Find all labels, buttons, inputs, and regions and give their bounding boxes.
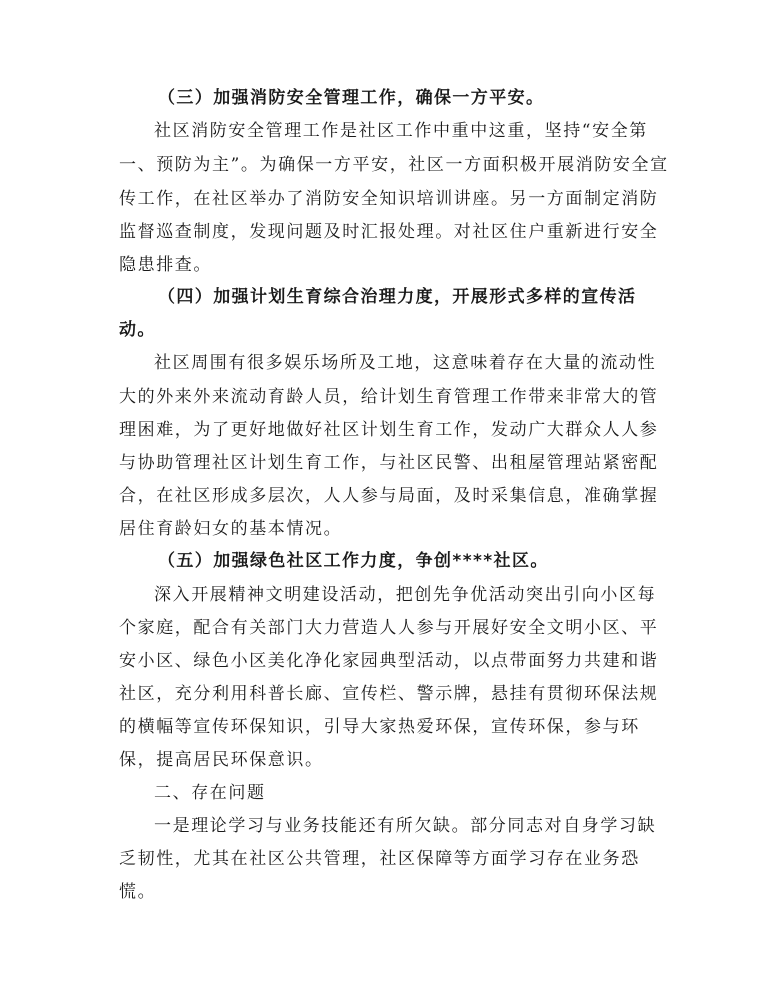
section-4-paragraph-line: 与协助管理社区计划生育工作，与社区民警、出租屋管理站紧密配 [119,453,659,473]
section-5-paragraph-line: 深入开展精神文明建设活动，把创先争优活动突出引向小区每 [154,585,657,605]
section-3-paragraph-line: 社区消防安全管理工作是社区工作中重中这重，坚持“安全第 [154,121,648,141]
section-3-paragraph-line: 传工作，在社区举办了消防安全知识培训讲座。另一方面制定消防 [119,189,659,209]
section-4-paragraph-line: 社区周围有很多娱乐场所及工地，这意味着存在大量的流动性 [154,353,657,373]
section-5-paragraph-line: 安小区、绿色小区美化净化家园典型活动，以点带面努力共建和谐 [119,651,659,671]
section-5-paragraph-line: 保，提高居民环保意识。 [119,750,324,770]
section-5-paragraph-line: 的横幅等宣传环保知识，引导大家热爱环保，宣传环保，参与环 [119,717,640,737]
section-5-paragraph-line: 个家庭，配合有关部门大力营造人人参与开展好安全文明小区、平 [119,618,659,638]
section-4-paragraph-line: 理困难，为了更好地做好社区计划生育工作，发动广大群众人人参 [119,420,659,440]
section-4-paragraph-line: 合，在社区形成多层次，人人参与局面，及时采集信息，准确掌握 [119,486,659,506]
section-4-heading-continuation: 动。 [119,320,156,340]
section-3-paragraph-line: 隐患排查。 [119,255,212,275]
part-2-paragraph-line: 一是理论学习与业务技能还有所欠缺。部分同志对自身学习缺 [154,816,657,836]
part-2-paragraph-line: 慌。 [119,882,157,902]
section-5-paragraph-line: 社区，充分利用科普长廊、宣传栏、警示牌，悬挂有贯彻环保法规 [119,684,659,704]
section-5-heading: （五）加强绿色社区工作力度，争创****社区。 [158,551,549,571]
part-2-title: 二、存在问题 [154,783,266,803]
section-4-paragraph-line: 大的外来外来流动育龄人员，给计划生育管理工作带来非常大的管 [119,387,659,407]
section-3-heading: （三）加强消防安全管理工作，确保一方平安。 [158,88,545,108]
section-3-paragraph-line: 一、预防为主”。为确保一方平安，社区一方面积极开展消防安全宣 [119,155,669,175]
part-2-paragraph-line: 乏韧性，尤其在社区公共管理，社区保障等方面学习存在业务恐 [119,849,640,869]
section-4-paragraph-line: 居住育龄妇女的基本情况。 [119,519,343,539]
section-3-paragraph-line: 监督巡查制度，发现问题及时汇报处理。对社区住户重新进行安全 [119,222,659,242]
section-4-heading: （四）加强计划生育综合治理力度，开展形式多样的宣传活 [158,287,637,307]
